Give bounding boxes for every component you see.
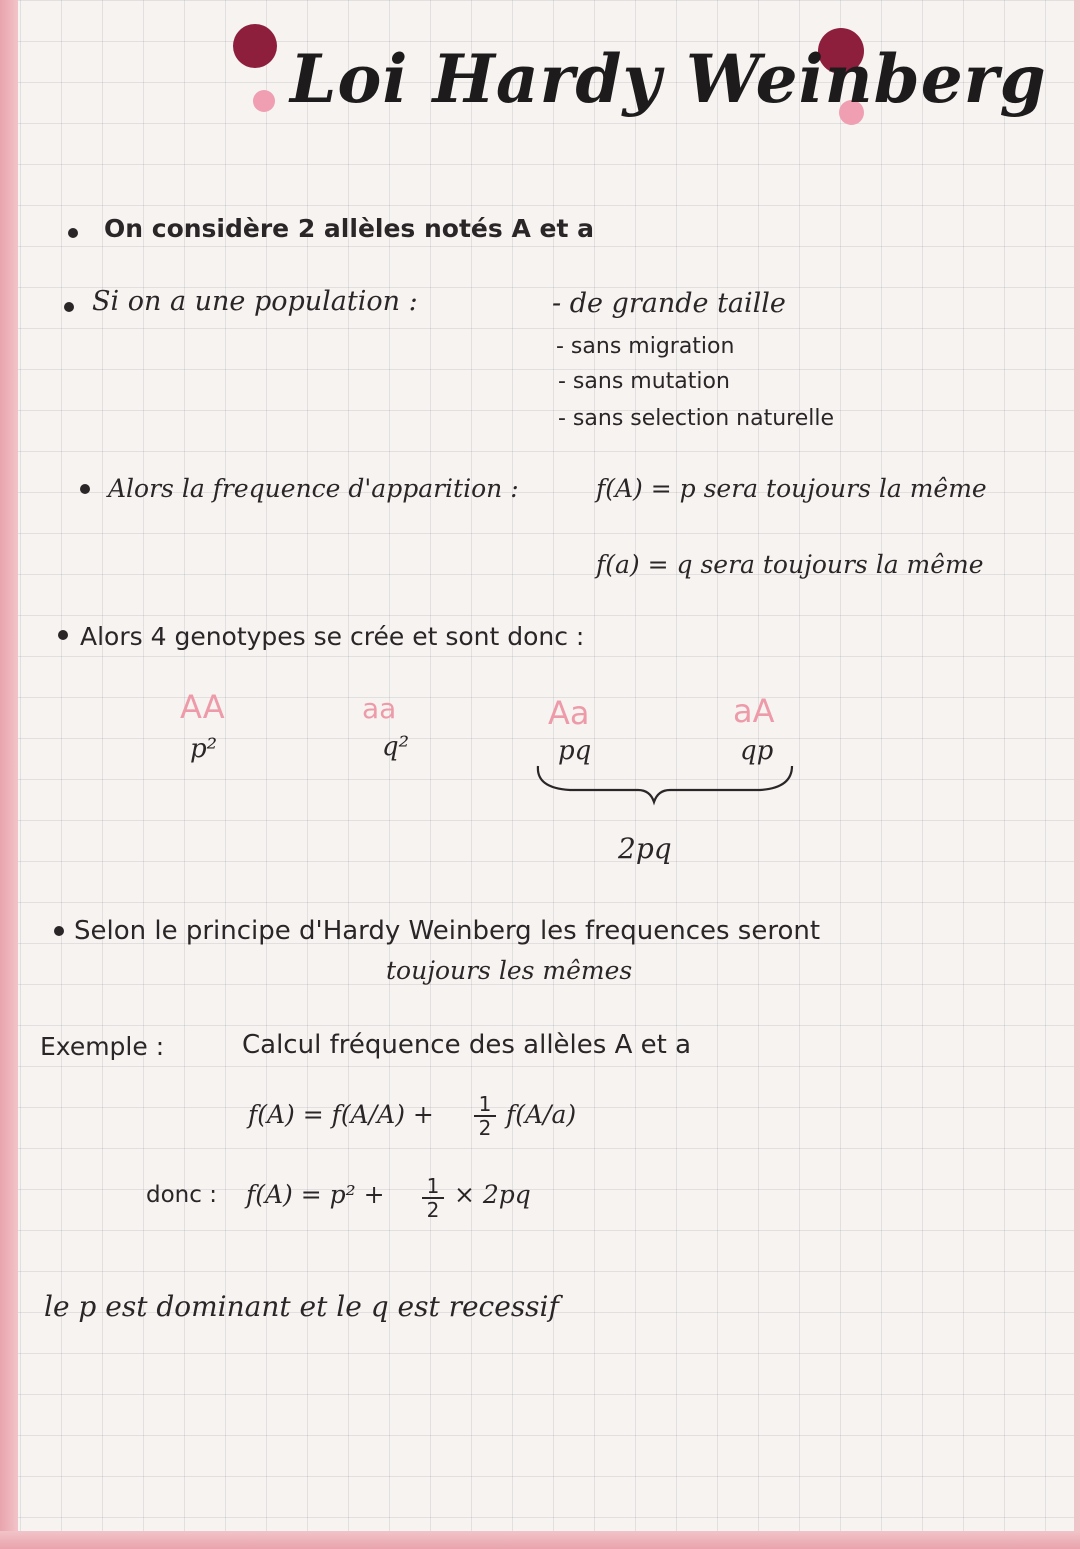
example-label: Exemple : bbox=[40, 1032, 165, 1061]
page-title: Loi Hardy Weinberg bbox=[290, 40, 1047, 118]
sum-expression: 2pq bbox=[618, 832, 672, 865]
condition-item: - sans selection naturelle bbox=[558, 406, 834, 431]
condition-item: - sans migration bbox=[556, 334, 735, 359]
frequency-A-line: f(A) = p sera toujours la même bbox=[596, 474, 987, 503]
bullet-icon bbox=[64, 302, 74, 312]
condition-item: - sans mutation bbox=[558, 369, 730, 394]
genotype-name: AA bbox=[180, 688, 225, 726]
page-margin-left bbox=[0, 0, 18, 1549]
title-dot-left-dark bbox=[233, 24, 277, 68]
genotype-expression: pq bbox=[558, 736, 592, 766]
title-dot-left-pink bbox=[253, 90, 275, 112]
frequency-a-line: f(a) = q sera toujours la même bbox=[596, 550, 984, 579]
fraction-denominator: 2 bbox=[478, 1116, 492, 1140]
page-margin-bottom bbox=[0, 1531, 1080, 1549]
genotype-expression: qp bbox=[740, 736, 774, 766]
fraction-numerator: 1 bbox=[426, 1174, 440, 1198]
genotype-name: Aa bbox=[548, 694, 590, 732]
population-label: Si on a une population : bbox=[92, 286, 418, 317]
bullet-icon bbox=[80, 484, 90, 494]
genotypes-sentence: Alors 4 genotypes se crée et sont donc : bbox=[80, 622, 585, 651]
genotype-name: aA bbox=[733, 692, 775, 730]
genotype-expression: p² bbox=[190, 734, 218, 764]
fraction-one-half bbox=[474, 1094, 496, 1138]
conclusion-sentence: le p est dominant et le q est recessif bbox=[44, 1290, 559, 1323]
fraction-numerator: 1 bbox=[478, 1092, 492, 1116]
formula-line-1: f(A) = f(A/A) + bbox=[248, 1100, 434, 1129]
fraction-one-half bbox=[422, 1176, 444, 1220]
page-margin-right bbox=[1074, 0, 1080, 1549]
bullet-icon bbox=[54, 926, 64, 936]
genotype-expression: q² bbox=[382, 732, 410, 762]
formula-line-2-right: × 2pq bbox=[454, 1180, 531, 1209]
principle-sentence: Selon le principe d'Hardy Weinberg les frequences seront bbox=[74, 916, 821, 946]
bullet-icon bbox=[68, 228, 78, 238]
frequency-label: Alors la frequence d'apparition : bbox=[108, 474, 519, 503]
principle-sentence-continued: toujours les mêmes bbox=[386, 956, 633, 985]
fraction-denominator: 2 bbox=[426, 1198, 440, 1222]
alleles-sentence: On considère 2 allèles notés A et a bbox=[104, 214, 595, 243]
bullet-icon bbox=[58, 630, 68, 640]
formula-line-2: f(A) = p² + bbox=[246, 1180, 385, 1209]
formula-line-1-right: f(A/a) bbox=[506, 1100, 577, 1129]
curly-brace-icon bbox=[530, 760, 800, 810]
example-title: Calcul fréquence des allèles A et a bbox=[242, 1030, 692, 1060]
condition-item: - de grande taille bbox=[552, 288, 786, 319]
donc-label: donc : bbox=[146, 1182, 217, 1208]
genotype-name: aa bbox=[362, 692, 397, 725]
